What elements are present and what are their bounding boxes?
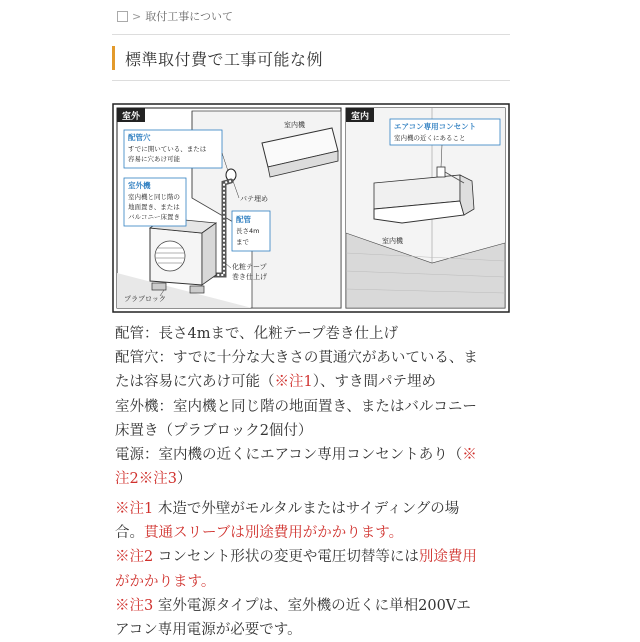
spec-segment: 配管穴：すでに十分な大きさの貫通穴があいている、ま bbox=[115, 350, 478, 367]
pipe-line-2: まで bbox=[236, 238, 249, 246]
outdoor-unit-line-3: バルコニー床置き bbox=[128, 213, 180, 221]
spec-segment: 電源：室内機の近くにエアコン専用コンセントあり（ bbox=[115, 447, 463, 464]
home-box-icon bbox=[117, 11, 128, 22]
spec-segment: 床置き（プラブロック2個付） bbox=[115, 422, 313, 439]
outdoor-panel bbox=[117, 108, 341, 308]
spec-line bbox=[115, 322, 510, 346]
note-line bbox=[115, 570, 510, 594]
spec-line bbox=[115, 443, 510, 467]
spec-text bbox=[115, 322, 510, 491]
outdoor-unit-title: 室外機 bbox=[128, 181, 151, 190]
note-red-segment: ※注1 bbox=[115, 501, 154, 517]
note-red-segment: 貫通スリーブは別途費用がかかります。 bbox=[144, 525, 404, 542]
outlet-title: エアコン専用コンセント bbox=[394, 122, 477, 131]
spec-segment: たは容易に穴あけ可能（ bbox=[115, 374, 275, 391]
notes bbox=[115, 497, 510, 642]
outdoor-unit-line-1: 室内機と同じ階の bbox=[128, 193, 180, 201]
plastic-block-icon bbox=[152, 283, 166, 290]
hole-title: 配管穴 bbox=[128, 133, 151, 142]
tape-line-1: 化粧テープ bbox=[232, 263, 267, 271]
spec-segment: ）、すき間パテ埋め bbox=[312, 374, 436, 391]
spec-line bbox=[115, 395, 510, 419]
spec-segment: 配管：長さ4mまで、化粧テープ巻き仕上げ bbox=[115, 326, 398, 342]
pipe-line-1: 長さ4m bbox=[236, 227, 260, 235]
note-line bbox=[115, 618, 510, 642]
note-red-segment: がかかります。 bbox=[115, 573, 216, 590]
note-line bbox=[115, 545, 510, 569]
heading-accent-bar bbox=[112, 46, 115, 70]
note-line bbox=[115, 497, 510, 521]
outlet-icon bbox=[437, 167, 445, 177]
hole-line-1: すでに開いている、または bbox=[128, 145, 207, 153]
callout-hole bbox=[124, 130, 228, 171]
spec-line bbox=[115, 467, 510, 491]
tape-line-2: 巻き仕上げ bbox=[232, 273, 267, 281]
indoor-unit-label: 室内機 bbox=[284, 121, 305, 129]
spec-segment: ） bbox=[176, 471, 192, 488]
spec-line bbox=[115, 370, 510, 394]
spec-segment: 室外機：室内機と同じ階の地面置き、またはバルコニー bbox=[115, 398, 477, 415]
pipe-title: 配管 bbox=[236, 215, 251, 224]
outlet-line-1: 室内機の近くにあること bbox=[394, 134, 466, 142]
section-heading bbox=[112, 44, 323, 72]
hole-line-2: 容易に穴あけ可能 bbox=[128, 155, 180, 163]
outdoor-unit-icon bbox=[150, 218, 216, 285]
divider bbox=[112, 80, 510, 81]
note-red-segment: 別途費用 bbox=[418, 549, 477, 566]
outdoor-unit-line-2: 地面置き、または bbox=[128, 203, 180, 211]
indoor-unit-icon bbox=[374, 175, 474, 223]
note-red-segment: ※注2 bbox=[115, 549, 154, 566]
callout-pipe bbox=[232, 211, 270, 251]
installation-diagram bbox=[112, 103, 510, 313]
breadcrumb-label[interactable]: 取付工事について bbox=[145, 10, 233, 23]
indoor-panel-label: 室内 bbox=[351, 112, 370, 122]
indoor-panel bbox=[346, 108, 505, 308]
note-segment: コンセント形状の変更や電圧切替等には bbox=[153, 549, 419, 566]
note-line bbox=[115, 521, 510, 545]
spec-red-segment: 注2※注3 bbox=[115, 471, 177, 488]
note-red-segment: ※注3 bbox=[115, 597, 154, 614]
breadcrumb bbox=[117, 6, 233, 26]
chevron-right-icon: > bbox=[132, 9, 142, 23]
divider bbox=[112, 34, 510, 35]
note-line bbox=[115, 594, 510, 618]
spec-red-segment: ※ bbox=[462, 447, 477, 464]
spec-line bbox=[115, 346, 510, 370]
callout-outdoor-unit bbox=[124, 178, 186, 226]
outdoor-panel-label: 室外 bbox=[122, 112, 141, 122]
spec-line bbox=[115, 419, 510, 443]
spec-red-segment: ※注1 bbox=[274, 374, 313, 391]
section-title: 標準取付費で工事可能な例 bbox=[125, 49, 324, 69]
note-segment: 室外電源タイプは、室外機の近くに単相200Vエ bbox=[153, 597, 471, 614]
putty-label: パテ埋め bbox=[240, 195, 268, 203]
plastic-block-icon bbox=[190, 286, 204, 293]
indoor-unit-label-room: 室内機 bbox=[382, 237, 403, 245]
note-segment: 合。 bbox=[115, 525, 144, 542]
block-label: プラブロック bbox=[124, 295, 166, 303]
note-segment: アコン専用電源が必要です。 bbox=[115, 622, 302, 639]
note-segment: 木造で外壁がモルタルまたはサイディングの場 bbox=[153, 501, 460, 517]
